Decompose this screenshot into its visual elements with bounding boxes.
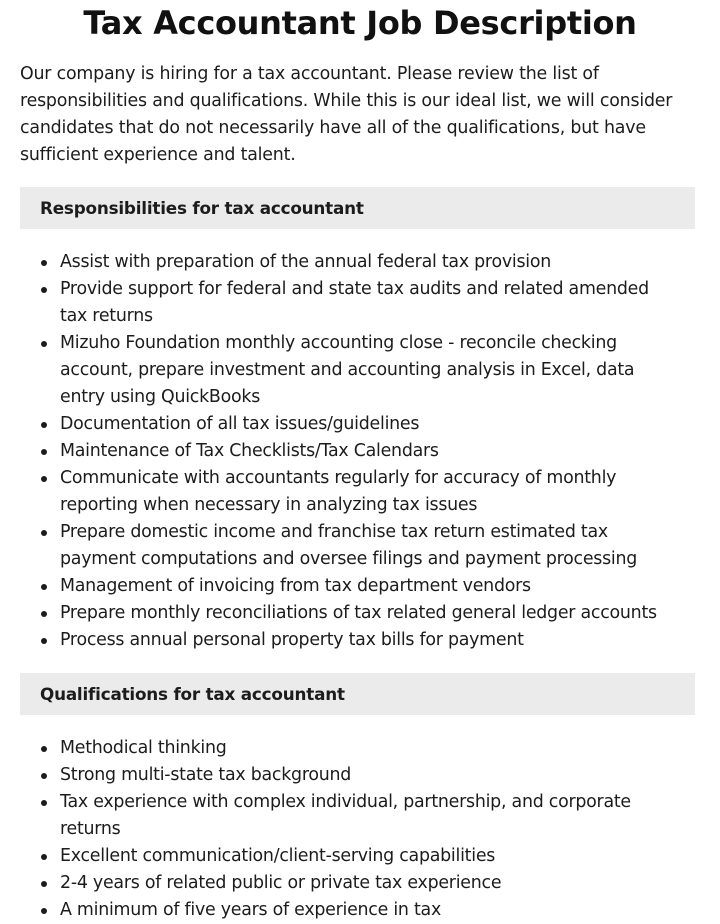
list-item: [60, 627, 680, 654]
list-item: [60, 276, 680, 330]
bullet-icon: [41, 476, 47, 482]
list-item: [60, 519, 680, 573]
qualifications-heading: Qualifications for tax accountant: [20, 673, 695, 715]
list-item-text: Process annual personal property tax bills for payment: [60, 630, 524, 650]
list-item-text: Methodical thinking: [60, 738, 227, 758]
list-item: [60, 573, 680, 600]
bullet-icon: [41, 260, 47, 266]
list-item: [60, 330, 680, 411]
bullet-icon: [41, 449, 47, 455]
list-item: [60, 762, 680, 789]
responsibilities-heading: Responsibilities for tax accountant: [20, 187, 695, 229]
list-item-text: Maintenance of Tax Checklists/Tax Calendars: [60, 441, 439, 461]
list-item: [60, 897, 680, 924]
list-item: [60, 600, 680, 627]
bullet-icon: [41, 854, 47, 860]
bullet-icon: [41, 773, 47, 779]
list-item: [60, 789, 680, 843]
bullet-icon: [41, 746, 47, 752]
bullet-icon: [41, 881, 47, 887]
list-item-text: Prepare monthly reconciliations of tax related general ledger accounts: [60, 603, 657, 623]
list-item-text: A minimum of five years of experience in tax: [60, 900, 441, 920]
list-item: [60, 735, 680, 762]
bullet-icon: [41, 800, 47, 806]
list-item: [60, 465, 680, 519]
bullet-icon: [41, 530, 47, 536]
list-item: [60, 870, 680, 897]
list-item-text: Mizuho Foundation monthly accounting close - reconcile checking account, prepare investment and accounting analysis in Excel, data entry using QuickBooks: [60, 333, 635, 407]
intro-paragraph: Our company is hiring for a tax accountant. Please review the list of responsibilities and qualifications. While this is our ideal list, we will consider candidates that do not necessarily have all of the qualifications, but have sufficient experience and talent.: [20, 64, 673, 165]
list-item-text: Provide support for federal and state tax audits and related amended tax returns: [60, 279, 649, 326]
list-item-text: Assist with preparation of the annual federal tax provision: [60, 252, 552, 272]
list-item-text: Management of invoicing from tax department vendors: [60, 576, 531, 596]
list-item: [60, 843, 680, 870]
list-item-text: Communicate with accountants regularly for accuracy of monthly reporting when necessary in analyzing tax issues: [60, 468, 617, 515]
list-item-text: Prepare domestic income and franchise tax return estimated tax payment computations and oversee filings and payment processing: [60, 522, 638, 569]
list-item: [60, 438, 680, 465]
page-title: Tax Accountant Job Description: [83, 4, 637, 42]
list-item-text: 2-4 years of related public or private tax experience: [60, 873, 502, 893]
bullet-icon: [41, 422, 47, 428]
list-item-text: Documentation of all tax issues/guidelines: [60, 414, 420, 434]
bullet-icon: [41, 638, 47, 644]
bullet-icon: [41, 287, 47, 293]
qualifications-list: [0, 735, 680, 924]
bullet-icon: [41, 611, 47, 617]
bullet-icon: [41, 341, 47, 347]
bullet-icon: [41, 584, 47, 590]
list-item-text: Excellent communication/client-serving capabilities: [60, 846, 496, 866]
list-item: [60, 249, 680, 276]
list-item-text: Strong multi-state tax background: [60, 765, 352, 785]
bullet-icon: [41, 908, 47, 914]
list-item-text: Tax experience with complex individual, partnership, and corporate returns: [60, 792, 631, 839]
responsibilities-list: [0, 249, 680, 654]
list-item: [60, 411, 680, 438]
